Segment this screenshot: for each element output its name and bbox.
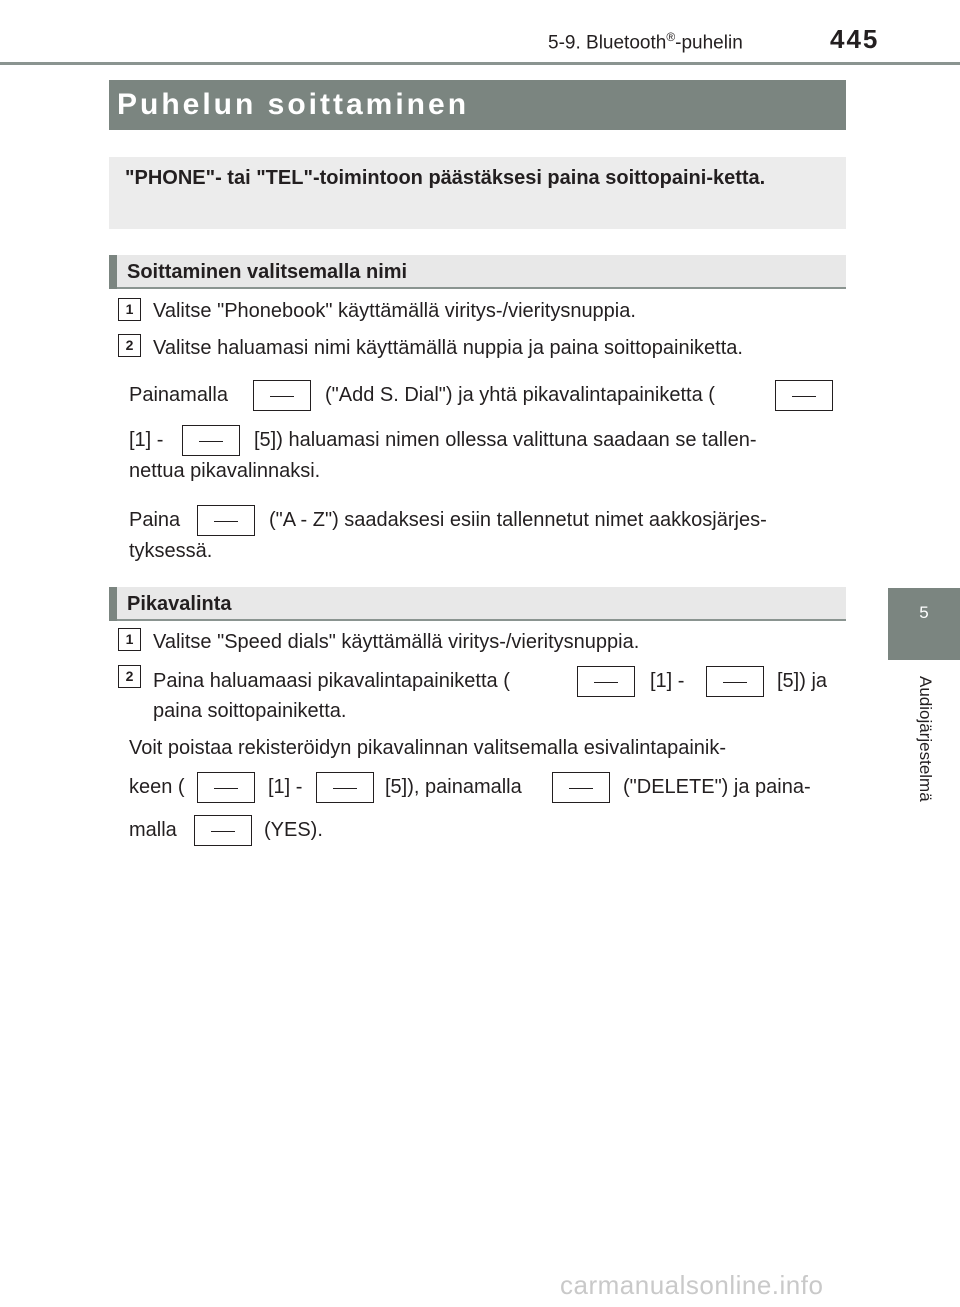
body-text: nettua pikavalinnaksi. xyxy=(129,460,321,482)
intro-box: "PHONE"- tai "TEL"-toimintoon päästäksesi paina soittopaini-ketta. xyxy=(109,157,846,229)
chapter-label: Audiojärjestelmä xyxy=(916,676,935,802)
page-title: Puhelun soittaminen xyxy=(109,80,846,130)
watermark: carmanualsonline.info xyxy=(560,1270,824,1300)
step-text: Valitse "Speed dials" käyttämällä viritys-/vieritysnuppia. xyxy=(153,631,640,653)
body-text: keen ( xyxy=(129,776,185,798)
page-number: 445 xyxy=(830,24,880,54)
body-text: (YES). xyxy=(264,819,323,841)
button-symbol xyxy=(253,380,311,411)
step-text: paina soittopainiketta. xyxy=(153,700,347,722)
button-symbol xyxy=(197,772,255,803)
button-symbol xyxy=(552,772,610,803)
body-text: [1] - xyxy=(129,429,164,451)
step-number: 1 xyxy=(118,298,141,321)
body-text: [1] - xyxy=(650,670,685,692)
body-text: Voit poistaa rekisteröidyn pikavalinnan valitsemalla esivalintapainik- xyxy=(129,737,726,759)
button-symbol xyxy=(577,666,635,697)
chapter-tab: 5 xyxy=(888,588,960,660)
step-text: Valitse "Phonebook" käyttämällä viritys-/vieritysnuppia. xyxy=(153,300,636,322)
step-number: 2 xyxy=(118,334,141,357)
section-heading-speed-dial: Pikavalinta xyxy=(109,587,846,621)
body-text: Painamalla xyxy=(129,384,228,406)
step-text: Valitse haluamasi nimi käyttämällä nuppia ja paina soittopainiketta. xyxy=(153,337,743,359)
body-text: [5]) ja xyxy=(777,670,828,692)
button-symbol xyxy=(194,815,252,846)
button-symbol xyxy=(775,380,833,411)
body-text: ("DELETE") ja paina- xyxy=(623,776,811,798)
button-symbol xyxy=(706,666,764,697)
body-text: [5]), painamalla xyxy=(385,776,522,798)
body-text: tyksessä. xyxy=(129,540,213,562)
body-text: malla xyxy=(129,819,177,841)
body-text: Paina xyxy=(129,509,181,531)
step-number: 1 xyxy=(118,628,141,651)
page-header xyxy=(0,0,960,65)
step-text: Paina haluamaasi pikavalintapainiketta ( xyxy=(153,670,510,692)
body-text: [1] - xyxy=(268,776,303,798)
section-heading-name: Soittaminen valitsemalla nimi xyxy=(109,255,846,289)
button-symbol xyxy=(197,505,255,536)
body-text: ("Add S. Dial") ja yhtä pikavalintapainiketta ( xyxy=(325,384,715,406)
body-text: [5]) haluamasi nimen ollessa valittuna saadaan se tallen- xyxy=(254,429,757,451)
body-text: ("A - Z") saadaksesi esiin tallennetut nimet aakkosjärjes- xyxy=(269,509,767,531)
section-title: 5-9. Bluetooth®-puhelin xyxy=(548,30,743,54)
button-symbol xyxy=(316,772,374,803)
step-number: 2 xyxy=(118,665,141,688)
button-symbol xyxy=(182,425,240,456)
